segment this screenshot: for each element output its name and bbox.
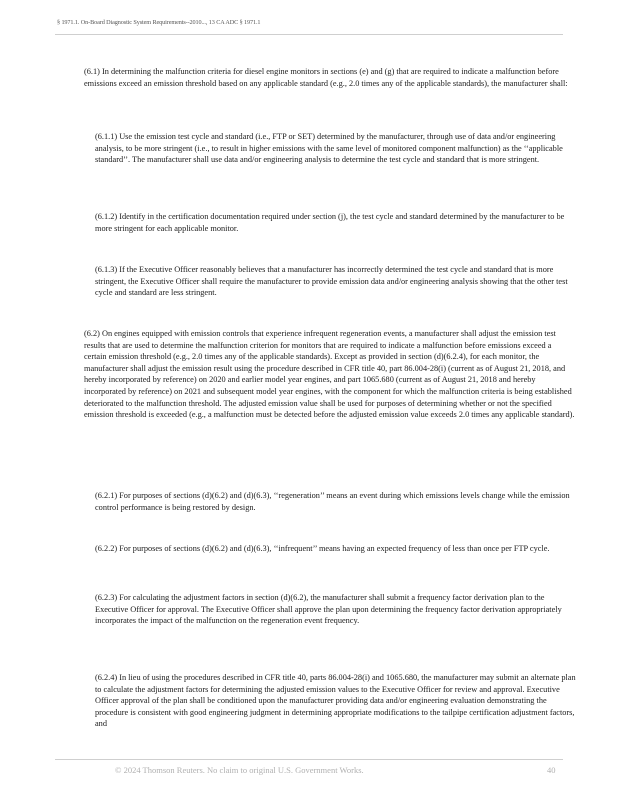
- paragraph-6-2: (6.2) On engines equipped with emission controls that experience infrequent regeneration events, a manufacturer shall adjust the emission test results that are used to determine the malfunction criterion for monitors that are required to indicate a malfunction before emissions exceed a certain emission threshold (e.g., 2.0 times any of the applicable standards). Except as provided in section (d)(6.2.4), for each monitor, the manufacturer shall adjust the emission result using the procedure described in CFR title 40, part 86.004-28(i) (current as of August 21, 2018, and hereby incorporated by reference) on 2020 and earlier model year engines, and part 1065.680 (current as of August 21, 2018 and hereby incorporated by reference) on 2021 and subsequent model year engines, with the component for which the malfunction criteria is being established deteriorated to the malfunction threshold. The adjusted emission value shall be used for purposes of determining whether or not the specified emission threshold is exceeded (e.g., a malfunction must be detected before the adjusted emission value exceeds 2.0 times any applicable standard).: [84, 329, 575, 420]
- paragraph-6-2-2: (6.2.2) For purposes of sections (d)(6.2) and (d)(6.3), ‘‘infrequent’’ means having an expected frequency of less than once per FTP cycle.: [95, 544, 550, 553]
- paragraph-6-2-3: (6.2.3) For calculating the adjustment factors in section (d)(6.2), the manufacturer shall submit a frequency factor derivation plan to the Executive Officer for approval. The Executive Officer shall approve the plan upon determining the frequency factor derivation appropriately incorporates the impact of the malfunction on the regeneration event frequency.: [95, 593, 562, 626]
- footer-divider: [55, 759, 563, 760]
- paragraph-6-2-4: (6.2.4) In lieu of using the procedures described in CFR title 40, parts 86.004-28(i) and 1065.680, the manufacturer may submit an alternate plan to calculate the adjustment factors for determining the adjusted emission values to the Executive Officer for review and approval. Executive Officer approval of the plan shall be conditioned upon the manufacturer providing data and/or engineering evaluation demonstrating the procedure is consistent with good engineering judgment in determining appropriate modifications to the tailpipe certification adjustment factors, and: [95, 673, 576, 729]
- header-divider: [55, 34, 563, 35]
- page-number: 40: [547, 765, 556, 775]
- paragraph-6-1: (6.1) In determining the malfunction criteria for diesel engine monitors in sections (e) and (g) that are required to indicate a malfunction before emissions exceed an emission threshold based on any applicable standard (e.g., 2.0 times any of the applicable standards), the manufacturer shall:: [84, 67, 568, 88]
- paragraph-6-1-2: (6.1.2) Identify in the certification documentation required under section (j), the test cycle and standard determined by the manufacturer to be more stringent for each applicable monitor.: [95, 212, 565, 233]
- paragraph-6-1-1: (6.1.1) Use the emission test cycle and standard (i.e., FTP or SET) determined by the manufacturer, through use of data and/or engineering analysis, to be more stringent (i.e., to result in higher emissions with the same level of monitored component malfunction) as the ‘‘applicable standard’’. The manufacturer shall use data and/or engineering analysis to determine the test cycle and standard that is more stringent.: [95, 132, 563, 165]
- paragraph-6-2-1: (6.2.1) For purposes of sections (d)(6.2) and (d)(6.3), ‘‘regeneration’’ means an event during which emissions levels change while the emission control performance is being restored by design.: [95, 491, 570, 512]
- running-head: § 1971.1. On-Board Diagnostic System Requirements--2010..., 13 CA ADC § 1971.1: [57, 19, 261, 26]
- paragraph-6-1-3: (6.1.3) If the Executive Officer reasonably believes that a manufacturer has incorrectly determined the test cycle and standard that is more stringent, the Executive Officer shall require the manufacturer to provide emission data and/or engineering analysis showing that the other test cycle and standard are less stringent.: [95, 265, 568, 298]
- footer-copyright: © 2024 Thomson Reuters. No claim to original U.S. Government Works.: [115, 765, 364, 775]
